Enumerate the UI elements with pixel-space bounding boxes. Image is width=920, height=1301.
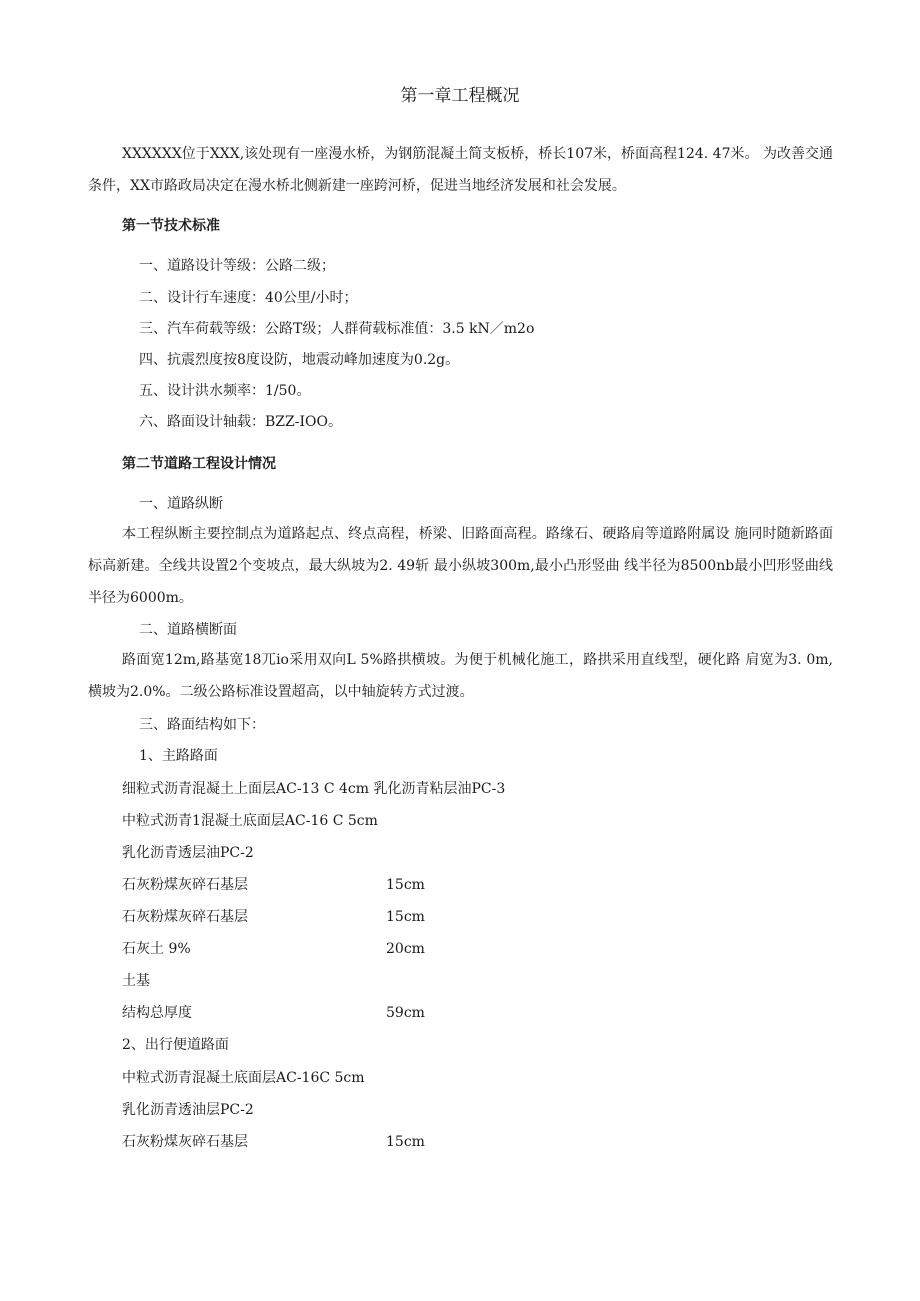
standard-item: 六、路面设计轴载：BZZ-IOO。: [139, 414, 342, 430]
layer-label: 中粒式沥青1混凝土底面层AC-16 C 5cm: [122, 813, 378, 829]
chapter-title: 第一章工程概况: [400, 86, 520, 106]
layer-thickness: 15cm: [386, 1134, 425, 1150]
standard-item: 三、汽车荷载等级：公路T级；人群荷载标准值：3.5 kN／m2o: [139, 321, 535, 337]
longitudinal-paragraph: 本工程纵断主要控制点为道路起点、终点高程，桥梁、旧路面高程。路缘石、硬路肩等道路附属设 施同时随新路面标高新建。全线共设置2个变坡点，最大纵坡为2. 49斩 最小纵坡300m,最小凸形竖曲 线半径为8500nb最小凹形竖曲线半径为6000m。: [88, 526, 833, 606]
layer-label: 石灰土 9%: [122, 941, 191, 957]
layer-label: 结构总厚度: [122, 1005, 192, 1021]
standard-item: 四、抗震烈度按8度设防，地震动峰加速度为0.2g。: [139, 352, 460, 368]
standard-item: 一、道路设计等级：公路二级；: [139, 258, 335, 274]
layer-label: 细粒式沥青混凝土上面层AC-13 C 4cm 乳化沥青粘层油PC-3: [122, 781, 506, 797]
layer-thickness: 15cm: [386, 877, 425, 893]
section1-heading: 第一节技术标准: [122, 218, 220, 234]
subsection-title: 一、道路纵断: [139, 496, 223, 512]
layer-thickness: 15cm: [386, 909, 425, 925]
layer-label: 石灰粉煤灰碎石基层: [122, 877, 248, 893]
layer-thickness: 59cm: [386, 1005, 425, 1021]
subsection-title: 三、路面结构如下：: [139, 717, 265, 733]
cross-section-paragraph: 路面宽12m,路基宽18ㄫio采用双向L 5%路拱横坡。为便于机械化施工，路拱采用直线型，硬化路 肩宽为3. 0m,横坡为2.0%。二级公路标准设置超高，以中轴旋转方式过渡。: [88, 652, 833, 700]
subsection-title: 二、道路横断面: [139, 622, 237, 638]
standard-item: 二、设计行车速度：40公里/小时；: [139, 290, 358, 306]
intro-paragraph: XXXXXX位于XXX,该处现有一座漫水桥，为钢筋混凝土简支板桥，桥长107米，桥面高程124. 47米。 为改善交通条件，XX市路政局决定在漫水桥北侧新建一座跨河桥，促进当地经济发展和社会发展。: [88, 146, 833, 194]
layer-label: 土基: [122, 973, 150, 989]
layer-thickness: 20cm: [386, 941, 425, 957]
layer-label: 乳化沥青透油层PC-2: [122, 1102, 254, 1118]
section2-heading: 第二节道路工程设计情况: [122, 456, 276, 472]
side-road-title: 2、出行便道路面: [122, 1037, 229, 1053]
layer-label: 石灰粉煤灰碎石基层: [122, 909, 248, 925]
layer-label: 乳化沥青透层油PC-2: [122, 845, 254, 861]
layer-label: 中粒式沥青混凝土底面层AC-16C 5cm: [122, 1070, 365, 1086]
main-road-title: 1、主路路面: [139, 748, 218, 764]
layer-label: 石灰粉煤灰碎石基层: [122, 1134, 248, 1150]
standard-item: 五、设计洪水频率：1/50。: [139, 383, 311, 399]
